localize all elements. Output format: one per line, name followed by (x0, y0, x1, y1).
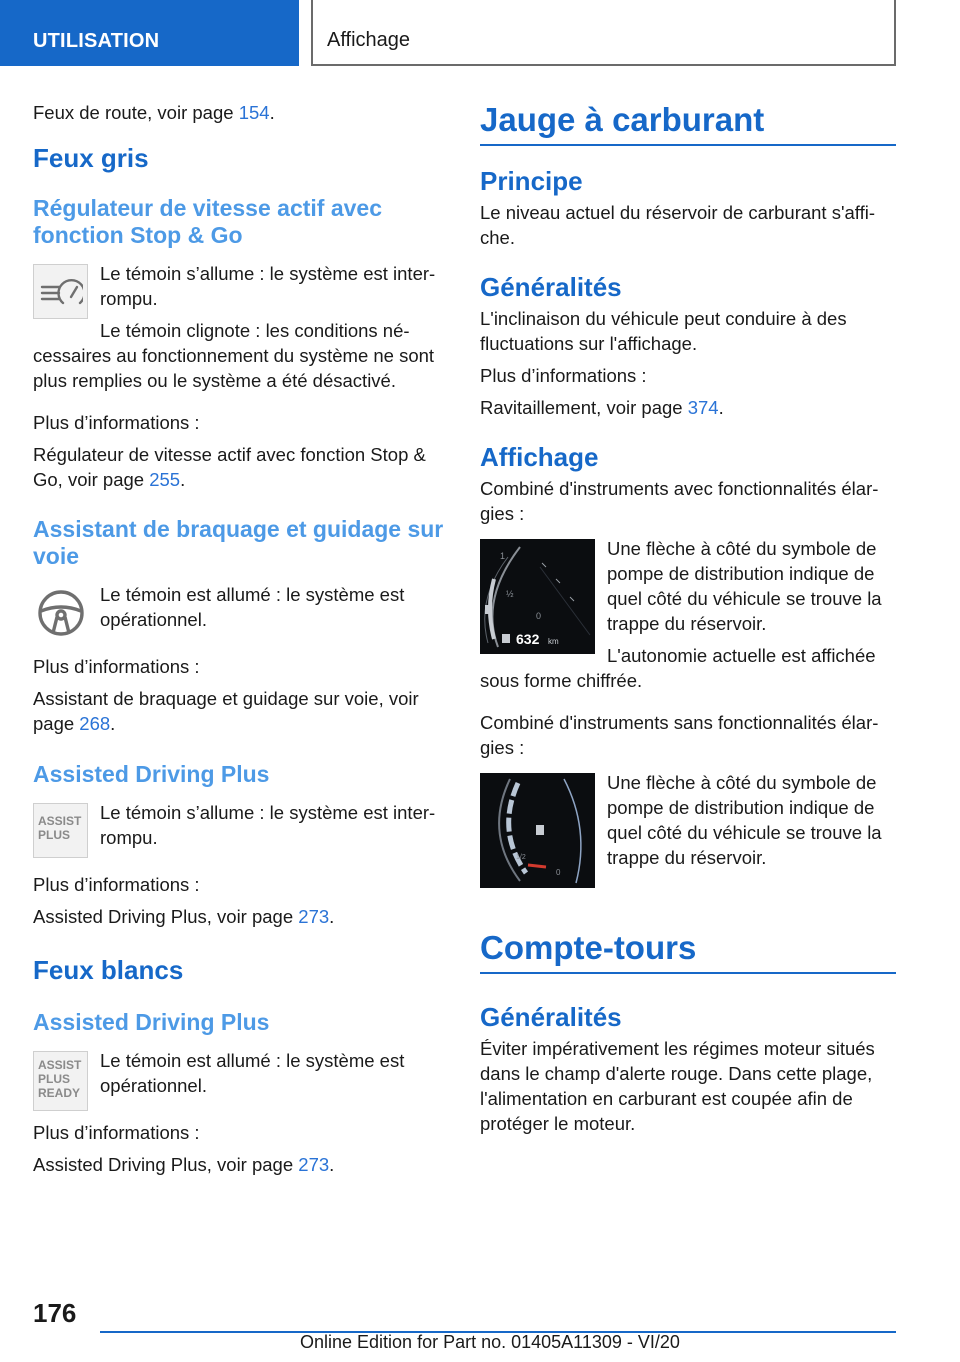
generalites2-text: Éviter impérativement les régimes moteur situés dans le champ d'alerte rouge. Dans cette plage, l'alimentation en carburant est coupée afin de protéger le moteur. (480, 1038, 875, 1134)
gauge1-range: 632 (516, 631, 540, 647)
assistant-more: Plus d’informations : (33, 656, 200, 677)
adp2-more: Plus d’informations : (33, 1122, 200, 1143)
adp2-indicator (33, 1048, 451, 1098)
left-column (33, 100, 451, 1177)
regulateur-more: Plus d’informations : (33, 412, 200, 433)
section-title: UTILISATION (33, 30, 160, 52)
gauge-extended-block (480, 536, 896, 647)
fuel-gauge-basic-image (480, 773, 595, 888)
heading-affichage: Affichage (480, 442, 599, 472)
assistant-ref: Assistant de braquage et guidage sur voie, voir page 268. (33, 688, 419, 734)
assistant-icon-text: Le témoin est allumé : le système est opérationnel. (100, 584, 405, 630)
regulateur-icon-text: Le témoin s’allume : le système est inter‐rompu. (100, 263, 436, 309)
affichage-img2-text: Une flèche à côté du symbole de pompe de distribution indique de quel côté du véhicule se trouve la trappe du réservoir. (607, 772, 882, 868)
page-number: 176 (33, 1298, 77, 1328)
page-link-273-a[interactable]: 273 (298, 906, 330, 927)
adp1-icon-text: Le témoin s’allume : le système est inter‐rompu. (100, 802, 436, 848)
intro-paragraph: Feux de route, voir page 154. (33, 102, 275, 123)
principe-text: Le niveau actuel du réservoir de carburant s'affi‐che. (480, 202, 875, 248)
chapter-tab (311, 0, 896, 66)
chapter-title: Affichage (327, 29, 411, 51)
heading-adp-2: Assisted Driving Plus (33, 1009, 270, 1035)
right-column (480, 100, 896, 1136)
heading-principe: Principe (480, 166, 583, 196)
affichage-img1-text: Une flèche à côté du symbole de pompe de distribution indique de quel côté du véhicule se trouve la trappe du réservoir. (607, 538, 882, 634)
footer-edition: Online Edition for Part no. 01405A11309 - VI/20 (300, 1332, 680, 1352)
heading-compte-tours: Compte-tours (480, 928, 896, 974)
section-tab (0, 0, 299, 66)
gauge2-mark-empty: 0 (556, 868, 561, 877)
steering-wheel-icon (33, 585, 88, 640)
affichage-img1-text2: L'autonomie actuelle est affichée sous forme chiffrée. (480, 645, 876, 691)
assistant-indicator (33, 582, 451, 632)
adp2-icon-text: Le témoin est allumé : le système est opérationnel. (100, 1050, 405, 1096)
heading-generalites-2: Généralités (480, 1002, 622, 1032)
heading-feux-gris: Feux gris (33, 143, 149, 173)
regulateur-indicator (33, 261, 451, 311)
heading-adp-1: Assisted Driving Plus (33, 761, 270, 787)
page-link-374[interactable]: 374 (687, 397, 719, 418)
fuel-gauge-extended-image (480, 539, 595, 654)
adp1-indicator (33, 800, 451, 850)
page-link-268[interactable]: 268 (79, 713, 111, 734)
heading-jauge: Jauge à carburant (480, 100, 896, 146)
page-link-154[interactable]: 154 (238, 102, 270, 123)
generalites-more: Plus d’informations : (480, 365, 647, 386)
page-link-273-b[interactable]: 273 (298, 1154, 330, 1175)
gauge1-mark-half: ½ (506, 589, 514, 599)
gauge1-mark-full: 1 (500, 551, 506, 561)
gauge-basic-block (480, 770, 896, 888)
affichage-text2: Combiné d'instruments sans fonctionnalités élar‐gies : (480, 712, 879, 758)
generalites-text: L'inclinaison du véhicule peut conduire à des fluctuations sur l'affichage. (480, 308, 847, 354)
cruise-control-icon (33, 264, 88, 319)
heading-feux-blancs: Feux blancs (33, 955, 184, 985)
gauge1-unit: km (548, 637, 559, 646)
heading-assistant: Assistant de braquage et guidage sur voie (33, 516, 444, 569)
heading-regulateur: Régulateur de vitesse actif avec fonction Stop & Go (33, 195, 382, 248)
gauge1-mark-empty: 0 (536, 611, 542, 621)
regulateur-text2: Le témoin clignote : les conditions né‐cessaires au fonctionnement du système ne sont plus remplies ou le système a été désactivé. (33, 320, 435, 391)
page-link-255[interactable]: 255 (149, 469, 181, 490)
affichage-text1: Combiné d'instruments avec fonctionnalités élar‐gies : (480, 478, 879, 524)
adp1-ref: Assisted Driving Plus, voir page 273. (33, 906, 335, 927)
gauge2-mark-half: 1/2 (516, 854, 526, 861)
adp1-more: Plus d’informations : (33, 874, 200, 895)
assist-plus-ready-icon: ASSIST PLUS READY (33, 1051, 88, 1111)
heading-generalites: Généralités (480, 272, 622, 302)
regulateur-ref: Régulateur de vitesse actif avec fonction Stop & Go, voir page 255. (33, 444, 426, 490)
adp2-ref: Assisted Driving Plus, voir page 273. (33, 1154, 335, 1175)
generalites-ref: Ravitaillement, voir page 374. (480, 397, 724, 418)
assist-plus-icon: ASSIST PLUS (33, 803, 88, 858)
